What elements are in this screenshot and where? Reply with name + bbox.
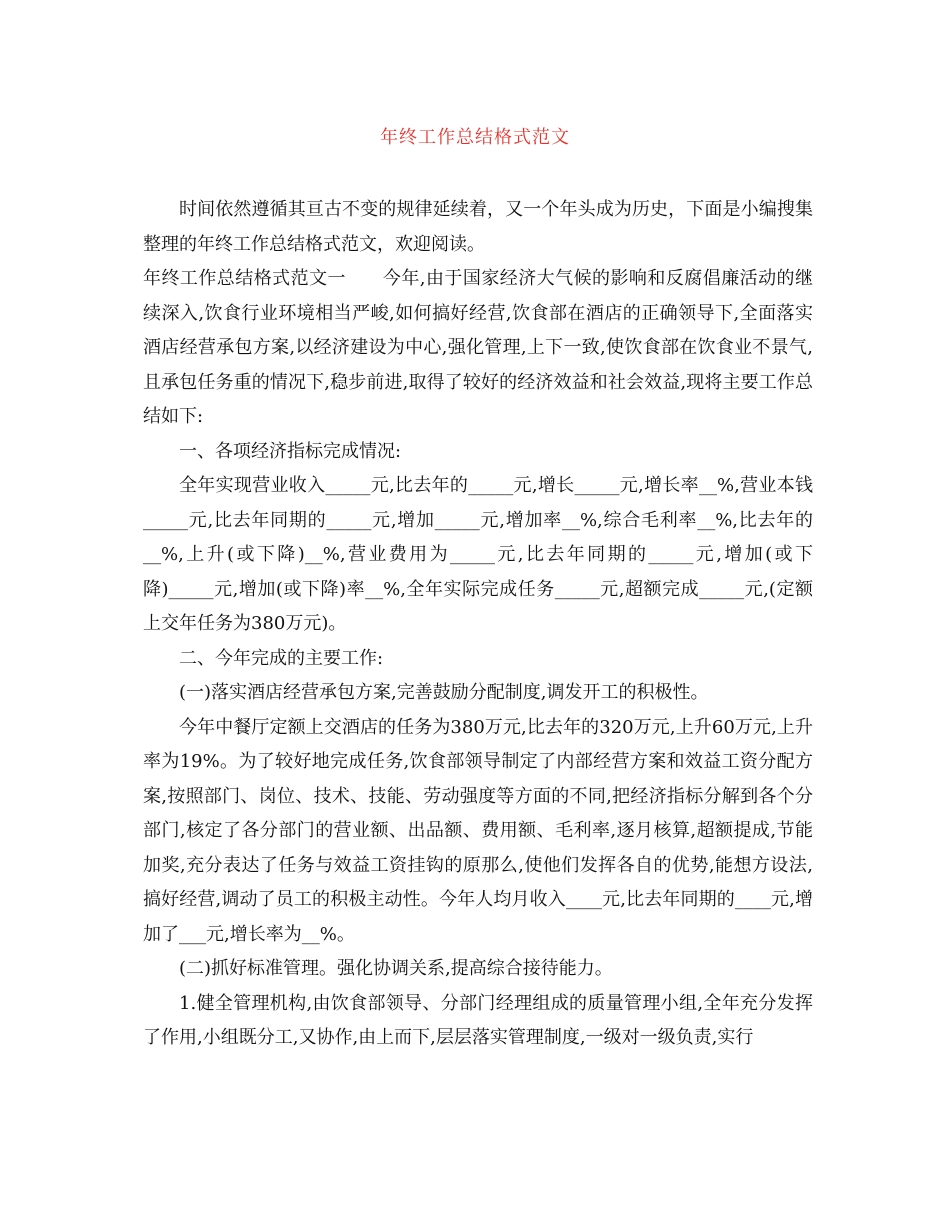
economic-indicators-paragraph: 全年实现营业收入_____元,比去年的_____元,增长_____元,增长率__%,营业本钱_____元,比去年同期的_____元,增加_____元,增加率__%,综合毛利率__%,比去年的__%,上升(或下降)__%,营业费用为_____元,比去年同期的_____元,增加(或下降)_____元,增加(或下降)率__%,全年实际完成任务_____元,超额完成_____元,(定额上交年任务为380万元)。 bbox=[143, 475, 813, 634]
contract-plan-paragraph: 今年中餐厅定额上交酒店的任务为380万元,比去年的320万元,上升60万元,上升率为19%。为了较好地完成任务,饮食部领导制定了内部经营方案和效益工资分配方案,按照部门、岗位、技术、技能、劳动强度等方面的不同,把经济指标分解到各个分部门,核定了各分部门的营业额、出品额、费用额、毛利率,逐月核算,超额提成,节能加奖,充分表达了任务与效益工资挂钩的原那么,使他们发挥各自的优势,能想方设法,搞好经营,调动了员工的积极主动性。今年人均月收入____元,比去年同期的____元,增加了___元,增长率为__%。 bbox=[143, 716, 813, 945]
intro-paragraph: 时间依然遵循其亘古不变的规律延续着，又一个年头成为历史，下面是小编搜集整理的年终工作总结格式范文，欢迎阅读。 bbox=[143, 199, 813, 255]
subheading-standard-management: (二)抓好标准管理。强化协调关系,提高综合接待能力。 bbox=[179, 958, 613, 979]
heading-economic-indicators: 一、各项经济指标完成情况: bbox=[179, 440, 402, 462]
heading-main-work: 二、今年完成的主要工作: bbox=[179, 647, 384, 669]
document-title: 年终工作总结格式范文 bbox=[380, 127, 570, 148]
section-one-intro-paragraph: 年终工作总结格式范文一 今年,由于国家经济大气候的影响和反腐倡廉活动的继续深入,饮食行业环境相当严峻,如何搞好经营,饮食部在酒店的正确领导下,全面落实酒店经营承包方案,以经济建设为中心,强化管理,上下一致,使饮食部在饮食业不景气,且承包任务重的情况下,稳步前进,取得了较好的经济效益和社会效益,现将主要工作总结如下: bbox=[143, 268, 813, 427]
subheading-contract-plan: (一)落实酒店经营承包方案,完善鼓励分配制度,调发开工的积极性。 bbox=[179, 682, 709, 703]
document-body bbox=[143, 193, 813, 1056]
management-structure-paragraph: 1.健全管理机构,由饮食部领导、分部门经理组成的质量管理小组,全年充分发挥了作用,小组既分工,又协作,由上而下,层层落实管理制度,一级对一级负责,实行 bbox=[143, 992, 813, 1048]
